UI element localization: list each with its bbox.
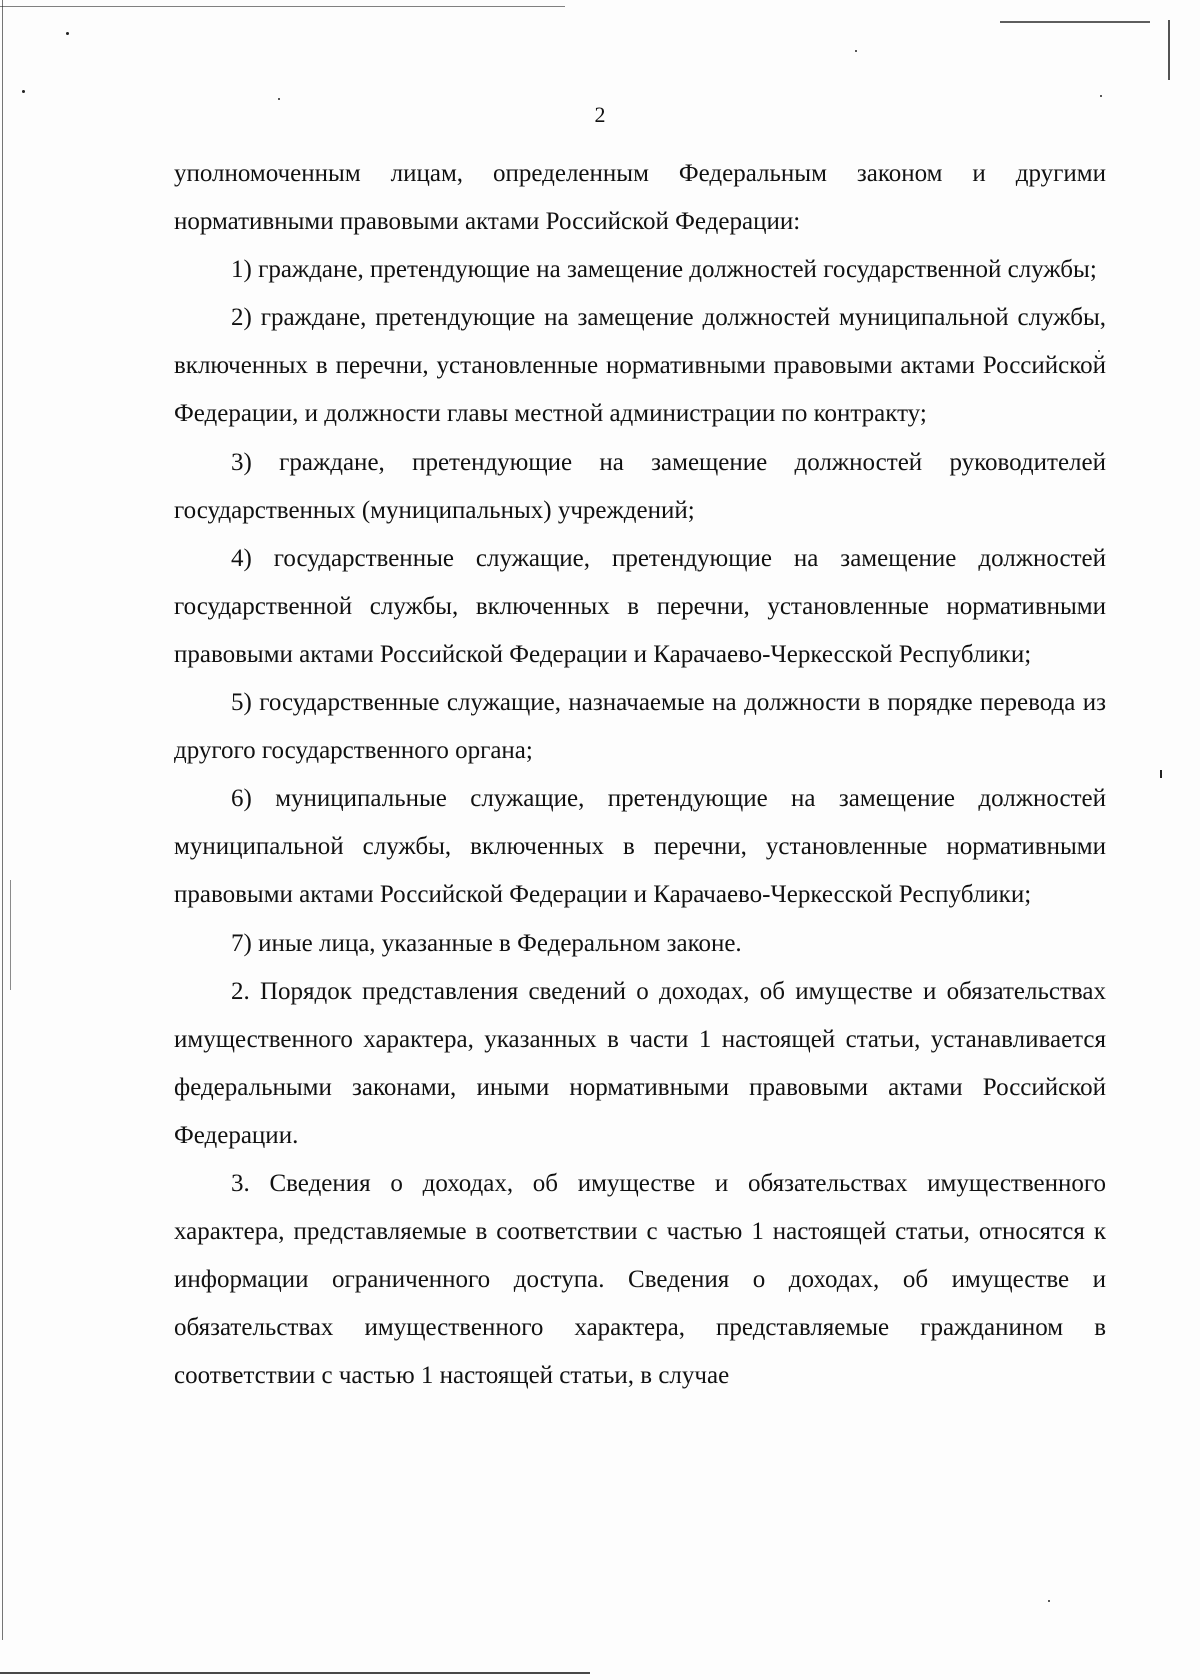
list-item-6: 6) муниципальные служащие, претендующие на замещение должностей муниципальной службы, включенных в перечни, установленные нормативными правовыми актами Российской Федерации и Карачаево-Черкесской Республики;	[174, 785, 1106, 909]
document-body	[174, 150, 1106, 1400]
paragraph-part-2: 2. Порядок представления сведений о доходах, об имуществе и обязательствах имущественного характера, указанных в части 1 настоящей статьи, устанавливается федеральными законами, иными нормативными правовыми актами Российской Федерации.	[174, 977, 1106, 1149]
paragraph-part-3: 3. Сведения о доходах, об имуществе и обязательствах имущественного характера, представляемые в соответствии с частью 1 настоящей статьи, относятся к информации ограниченного доступа. Сведения о доходах, об имуществе и обязательствах имущественного характера, представляемые гражданином в соответствии с частью 1 настоящей статьи, в случае	[174, 1169, 1106, 1390]
scan-speck	[1100, 95, 1102, 97]
list-item-3: 3) граждане, претендующие на замещение должностей руководителей государственных (муниципальных) учреждений;	[174, 448, 1106, 524]
scan-speck	[1160, 770, 1162, 778]
list-item-5: 5) государственные служащие, назначаемые на должности в порядке перевода из другого государственного органа;	[174, 689, 1106, 765]
scan-edge-left	[2, 0, 3, 1640]
scan-edge-right	[1168, 20, 1170, 80]
list-item-2: 2) граждане, претендующие на замещение должностей муниципальной службы, включенных в перечни, установленные нормативными правовыми актами Российской Федерации, и должности главы местной администрации по контракту;	[174, 304, 1106, 428]
page-number: 2	[594, 102, 606, 127]
scan-edge-bottom-left	[0, 1672, 590, 1674]
scan-edge-top-left	[0, 6, 565, 7]
list-item-1: 1) граждане, претендующие на замещение должностей государственной службы;	[231, 256, 1097, 284]
scan-speck	[1048, 1600, 1050, 1602]
list-item-7: 7) иные лица, указанные в Федеральном законе.	[231, 929, 742, 957]
scan-edge-top-right	[1000, 21, 1150, 23]
scan-speck	[66, 32, 69, 35]
scan-speck	[855, 50, 857, 52]
paragraph-intro: уполномоченным лицам, определенным Федеральным законом и другими нормативными правовыми актами Российской Федерации:	[174, 160, 1106, 236]
list-item-4: 4) государственные служащие, претендующие на замещение должностей государственной службы, включенных в перечни, установленные нормативными правовыми актами Российской Федерации и Карачаево-Черкесской Республики;	[174, 544, 1106, 668]
scan-speck	[22, 90, 25, 93]
scan-edge-left-mid	[10, 880, 11, 990]
